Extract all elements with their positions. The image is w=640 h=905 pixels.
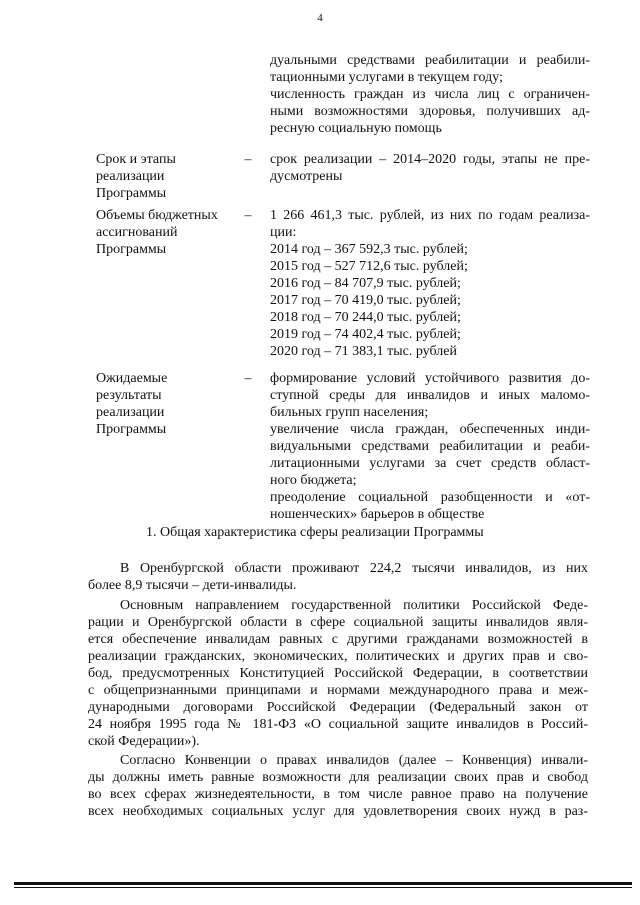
paragraph-line: дународными договорами Российской Федерации (Федеральный закон от [88, 700, 588, 715]
label-line: Объемы бюджетных [96, 208, 218, 223]
budget-year-line: 2017 год – 70 419,0 тыс. рублей; [270, 293, 461, 308]
bottom-border-thin [14, 887, 632, 888]
paragraph-line: 24 ноября 1995 года № 181-ФЗ «О социальной защите инвалидов в Россий- [88, 717, 588, 732]
text-line: бильных групп населения; [270, 405, 429, 420]
row-label-results [96, 370, 236, 438]
label-line: Ожидаемые [96, 371, 168, 386]
paragraph-line: реализации гражданских, экономических, политических и других прав и сво- [88, 649, 588, 664]
paragraph-1 [88, 560, 588, 594]
continuation-text [270, 52, 590, 137]
text-line: литационными услугами за счет средств област- [270, 456, 590, 471]
paragraph-line: В Оренбургской области проживают 224,2 тысячи инвалидов, из них [120, 561, 588, 576]
text-line: преодоление социальной разобщенности и «от- [270, 490, 590, 505]
text-line: ношенческих» барьеров в обществе [270, 507, 485, 522]
page-number: 4 [317, 12, 323, 24]
paragraph-line: Основным направлением государственной политики Российской Феде- [120, 598, 588, 613]
row-text-results [270, 370, 590, 523]
budget-year-line: 2018 год – 70 244,0 тыс. рублей; [270, 310, 461, 325]
row-dash: – [244, 208, 252, 223]
row-label-budget [96, 207, 236, 258]
label-line: Программы [96, 422, 167, 437]
label-line: Программы [96, 242, 167, 257]
paragraph-line: ется обеспечение инвалидам равных с другими гражданами возможностей в [88, 632, 588, 647]
paragraph-line: более 8,9 тысячи – дети-инвалиды. [88, 578, 297, 593]
text-line: ными возможностями здоровья, получивших ад- [270, 104, 590, 119]
paragraph-line: Согласно Конвенции о правах инвалидов (далее – Конвенция) инвали- [120, 753, 588, 768]
label-line: Срок и этапы [96, 152, 176, 167]
paragraph-line: ской Федерации»). [88, 734, 200, 749]
text-line: дусмотрены [270, 169, 343, 184]
paragraph-line: бод, предусмотренных Конституцией Российской Федерации, в соответствии [88, 666, 588, 681]
paragraph-line: с общепризнанными принципами и нормами международного права и меж- [88, 683, 588, 698]
budget-year-line: 2019 год – 74 402,4 тыс. рублей; [270, 327, 461, 342]
paragraph-line: ды должны иметь равные возможности для реализации своих прав и свобод [88, 770, 588, 785]
budget-year-line: 2015 год – 527 712,6 тыс. рублей; [270, 259, 468, 274]
text-line: численность граждан из числа лиц с ограничен- [270, 87, 590, 102]
text-line: дуальными средствами реабилитации и реабили- [270, 53, 590, 68]
label-line: реализации [96, 169, 165, 184]
text-line: ции: [270, 225, 297, 240]
label-line: Программы [96, 186, 167, 201]
paragraph-line: рации и Оренбургской области в сфере социальной защиты инвалидов явля- [88, 615, 588, 630]
row-dash: – [244, 371, 252, 386]
section-heading: 1. Общая характеристика сферы реализации Программы [146, 525, 484, 540]
text-line: увеличение числа граждан, обеспеченных инди- [270, 422, 590, 437]
row-label-period [96, 151, 236, 202]
paragraph-line: всех необходимых социальных услуг для удовлетворения своих нужд в раз- [88, 804, 588, 819]
text-line: тационными услугами в текущем году; [270, 70, 503, 85]
paragraph-2 [88, 597, 588, 750]
paragraph-line: во всех сферах жизнедеятельности, в том числе равное право на получение [88, 787, 588, 802]
label-line: ассигнований [96, 225, 178, 240]
text-line: ступной среды для инвалидов и иных маломо- [270, 388, 590, 403]
paragraph-3 [88, 752, 588, 820]
text-line: формирование условий устойчивого развития до- [270, 371, 590, 386]
row-dash: – [244, 152, 252, 167]
text-line: видуальными средствами реабилитации и реаби- [270, 439, 590, 454]
row-text-period [270, 151, 590, 185]
text-line: срок реализации – 2014–2020 годы, этапы не пре- [270, 152, 590, 167]
bottom-border [14, 882, 632, 885]
budget-year-line: 2020 год – 71 383,1 тыс. рублей [270, 344, 457, 359]
label-line: результаты [96, 388, 162, 403]
text-line: 1 266 461,3 тыс. рублей, из них по годам реализа- [270, 208, 590, 223]
row-text-budget [270, 207, 590, 360]
label-line: реализации [96, 405, 165, 420]
budget-year-line: 2014 год – 367 592,3 тыс. рублей; [270, 242, 468, 257]
text-line: ресную социальную помощь [270, 121, 442, 136]
budget-year-line: 2016 год – 84 707,9 тыс. рублей; [270, 276, 461, 291]
text-line: ного бюджета; [270, 473, 357, 488]
